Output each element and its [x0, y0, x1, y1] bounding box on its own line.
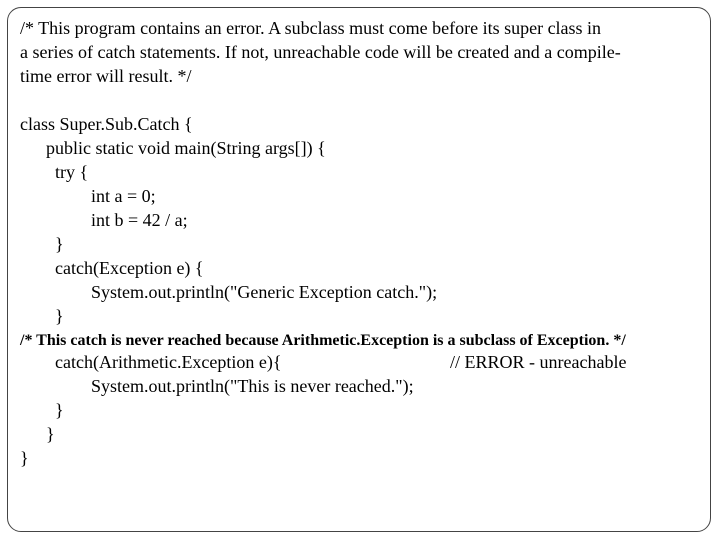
try-close: }	[55, 234, 64, 254]
catch-arithmetic-body: System.out.println("This is never reached.");	[91, 376, 414, 396]
statement-int-a: int a = 0;	[91, 186, 156, 206]
statement-int-b: int b = 42 / a;	[91, 210, 188, 230]
catch-arithmetic-comment: // ERROR - unreachable	[450, 352, 627, 372]
header-comment-line-3: time error will result. */	[20, 66, 192, 86]
main-method-declaration: public static void main(String args[]) {	[46, 138, 326, 158]
class-declaration: class Super.Sub.Catch {	[20, 114, 193, 134]
class-close: }	[20, 448, 29, 468]
header-comment-line-1: /* This program contains an error. A subclass must come before its super class in	[20, 18, 602, 38]
main-method-close: }	[46, 424, 55, 444]
catch-arithmetic-open: catch(Arithmetic.Exception e){	[55, 352, 282, 372]
catch-exception-open: catch(Exception e) {	[55, 258, 204, 278]
catch-arithmetic-close: }	[55, 400, 64, 420]
catch-exception-close: }	[55, 306, 64, 326]
try-open: try {	[55, 162, 89, 182]
catch-exception-body: System.out.println("Generic Exception catch.");	[91, 282, 438, 302]
inline-comment: /* This catch is never reached because Arithmetic.Exception is a subclass of Exception. */	[20, 332, 626, 349]
header-comment-line-2: a series of catch statements. If not, unreachable code will be created and a compile-	[20, 42, 621, 62]
